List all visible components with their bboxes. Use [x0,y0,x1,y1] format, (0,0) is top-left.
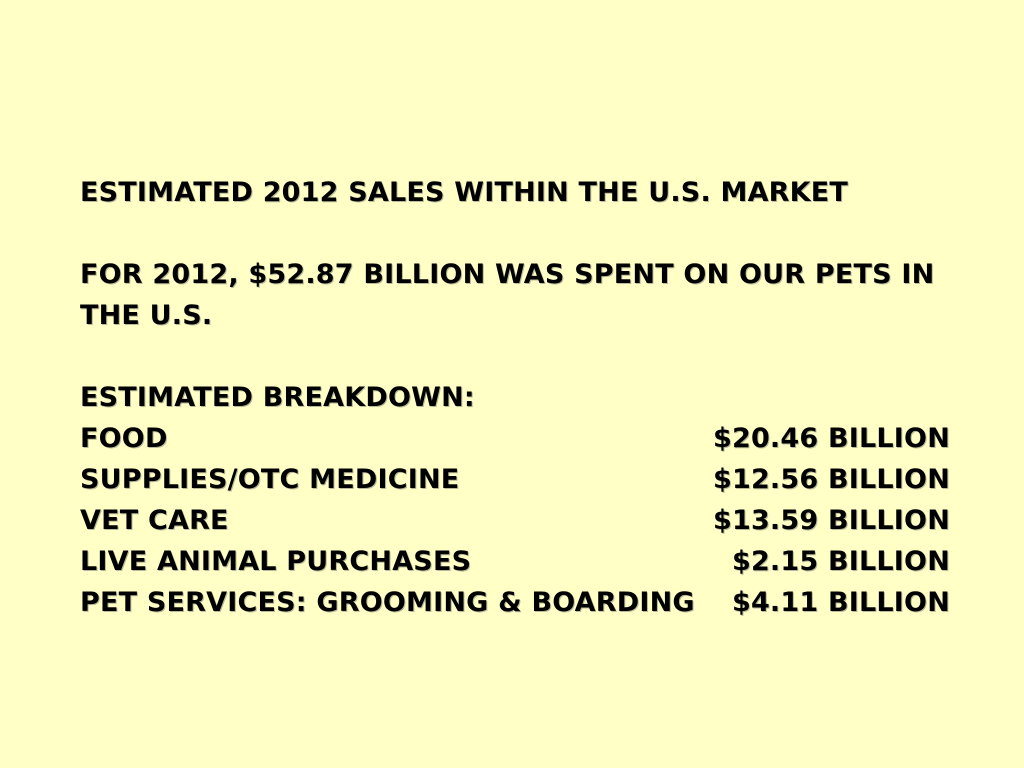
breakdown-label: PET SERVICES: GROOMING & BOARDING [80,587,695,618]
breakdown-heading: ESTIMATED BREAKDOWN: [80,382,475,413]
summary-text: FOR 2012, $52.87 BILLION WAS SPENT ON OUR PETS IN THE U.S. [80,259,935,331]
breakdown-amount: $20.46 BILLION [712,423,950,454]
spacer [80,213,950,254]
breakdown-amount: $4.11 BILLION [731,587,950,618]
breakdown-amount: $12.56 BILLION [712,464,950,495]
breakdown-row-vet-care [80,500,950,541]
breakdown-row-supplies [80,459,950,500]
breakdown-row-live-animals [80,541,950,582]
slide-content [80,172,950,623]
breakdown-amount: $2.15 BILLION [731,546,950,577]
spacer [80,336,950,377]
breakdown-label: SUPPLIES/OTC MEDICINE [80,464,460,495]
breakdown-label: VET CARE [80,505,229,536]
breakdown-amount: $13.59 BILLION [712,505,950,536]
breakdown-row-pet-services [80,582,950,623]
slide-title: ESTIMATED 2012 SALES WITHIN THE U.S. MARKET [80,177,849,208]
breakdown-label: LIVE ANIMAL PURCHASES [80,546,472,577]
breakdown-row-food [80,418,950,459]
breakdown-label: FOOD [80,423,168,454]
